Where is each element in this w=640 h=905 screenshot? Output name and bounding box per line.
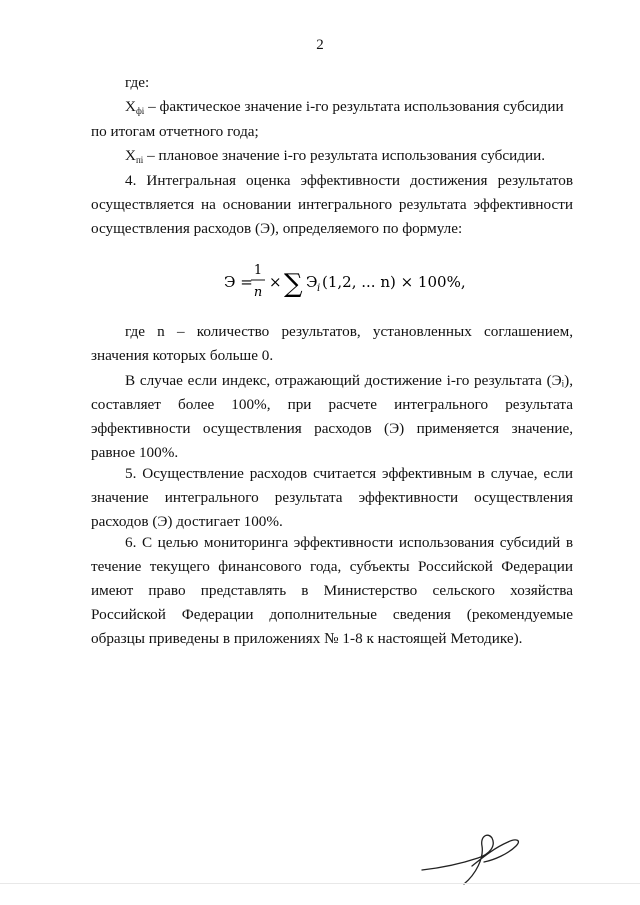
- formula-term-subscript: i: [317, 283, 321, 294]
- formula-denominator: n: [253, 285, 263, 300]
- integral-formula: [0, 262, 640, 302]
- where-label: где:: [125, 74, 150, 91]
- fact-symbol: Х: [125, 98, 136, 115]
- plan-symbol: Х: [125, 147, 136, 164]
- sigma-symbol: ∑: [284, 269, 303, 299]
- p6-line-5: образцы приведены в приложениях № 1-8 к настоящей Методике).: [91, 630, 523, 647]
- formula-numerator: 1: [253, 263, 263, 278]
- definition-plan: [125, 146, 573, 170]
- p6-line-2: течение текущего финансового года, субъекты Российской Федерации: [91, 558, 573, 575]
- p5-line-3: расходов (Э) достигает 100%.: [91, 513, 283, 530]
- p6-line-4: Российской Федерации дополнительные сведения (рекомендуемые: [91, 606, 573, 623]
- case-line-4: равное 100%.: [91, 444, 179, 461]
- fact-subscript: фi: [135, 106, 145, 116]
- p5-line-2: значение интегрального результата эффективности осуществления: [91, 489, 573, 506]
- p4-line-3: осуществления расходов (Э), определяемого по формуле:: [91, 220, 463, 237]
- scan-edge-line: [0, 883, 640, 884]
- plan-subscript: пi: [135, 155, 144, 165]
- formula-args: (1,2, ... n) × 100%,: [322, 273, 466, 291]
- page-number: 2: [316, 37, 324, 53]
- case-line-3: эффективности осуществления расходов (Э) применяется значение,: [91, 420, 573, 437]
- p6-line-1: 6. С целью мониторинга эффективности использования субсидий в: [125, 534, 573, 551]
- definition-fact: [125, 97, 573, 121]
- p4-line-1: 4. Интегральная оценка эффективности достижения результатов: [125, 172, 573, 189]
- p4-line-2: осуществляется на основании интегрального результата эффективности: [91, 196, 573, 213]
- definition-fact-cont: по итогам отчетного года;: [91, 123, 259, 140]
- case-line-1: В случае если индекс, отражающий достижение i-го результата (Эᵢ),: [125, 372, 573, 389]
- formula-lhs: Э =: [224, 273, 253, 291]
- p5-line-1: 5. Осуществление расходов считается эффективным в случае, если: [125, 465, 573, 482]
- case-line-2: составляет более 100%, при расчете интегрального результата: [91, 396, 573, 413]
- where-n-line-2: значения которых больше 0.: [91, 347, 274, 364]
- handwritten-signature: [420, 828, 530, 888]
- p6-line-3: имеют право представлять в Министерство сельского хозяйства: [91, 582, 573, 599]
- fact-text: – фактическое значение i-го результата использования субсидии: [144, 98, 564, 115]
- formula-times: ×: [269, 273, 282, 291]
- where-n-line-1: где n – количество результатов, установленных соглашением,: [125, 323, 573, 340]
- plan-text: – плановое значение i-го результата использования субсидии.: [143, 147, 546, 164]
- formula-term: Э: [306, 273, 318, 291]
